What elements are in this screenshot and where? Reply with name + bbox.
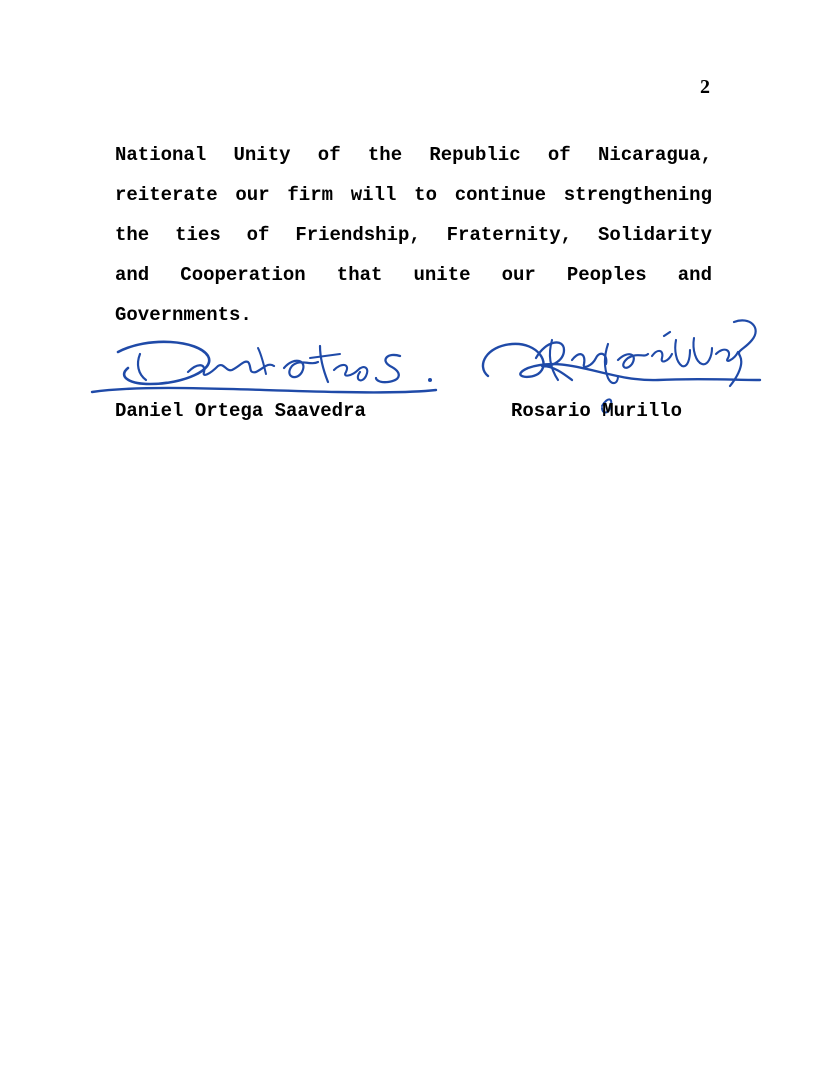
- body-line-3: the ties of Friendship, Fraternity, Solidarity: [115, 224, 712, 246]
- signature-daniel-ortega: [88, 332, 443, 404]
- body-line-1: National Unity of the Republic of Nicaragua,: [115, 144, 712, 166]
- page-number: 2: [700, 76, 710, 98]
- body-paragraph: [115, 135, 712, 335]
- body-line-2: reiterate our firm will to continue strengthening: [115, 184, 712, 206]
- body-line-5: Governments.: [115, 304, 252, 326]
- body-line-4: and Cooperation that unite our Peoples and: [115, 264, 712, 286]
- signer-name-left: Daniel Ortega Saavedra: [115, 400, 366, 422]
- signer-name-right: Rosario Murillo: [511, 400, 683, 422]
